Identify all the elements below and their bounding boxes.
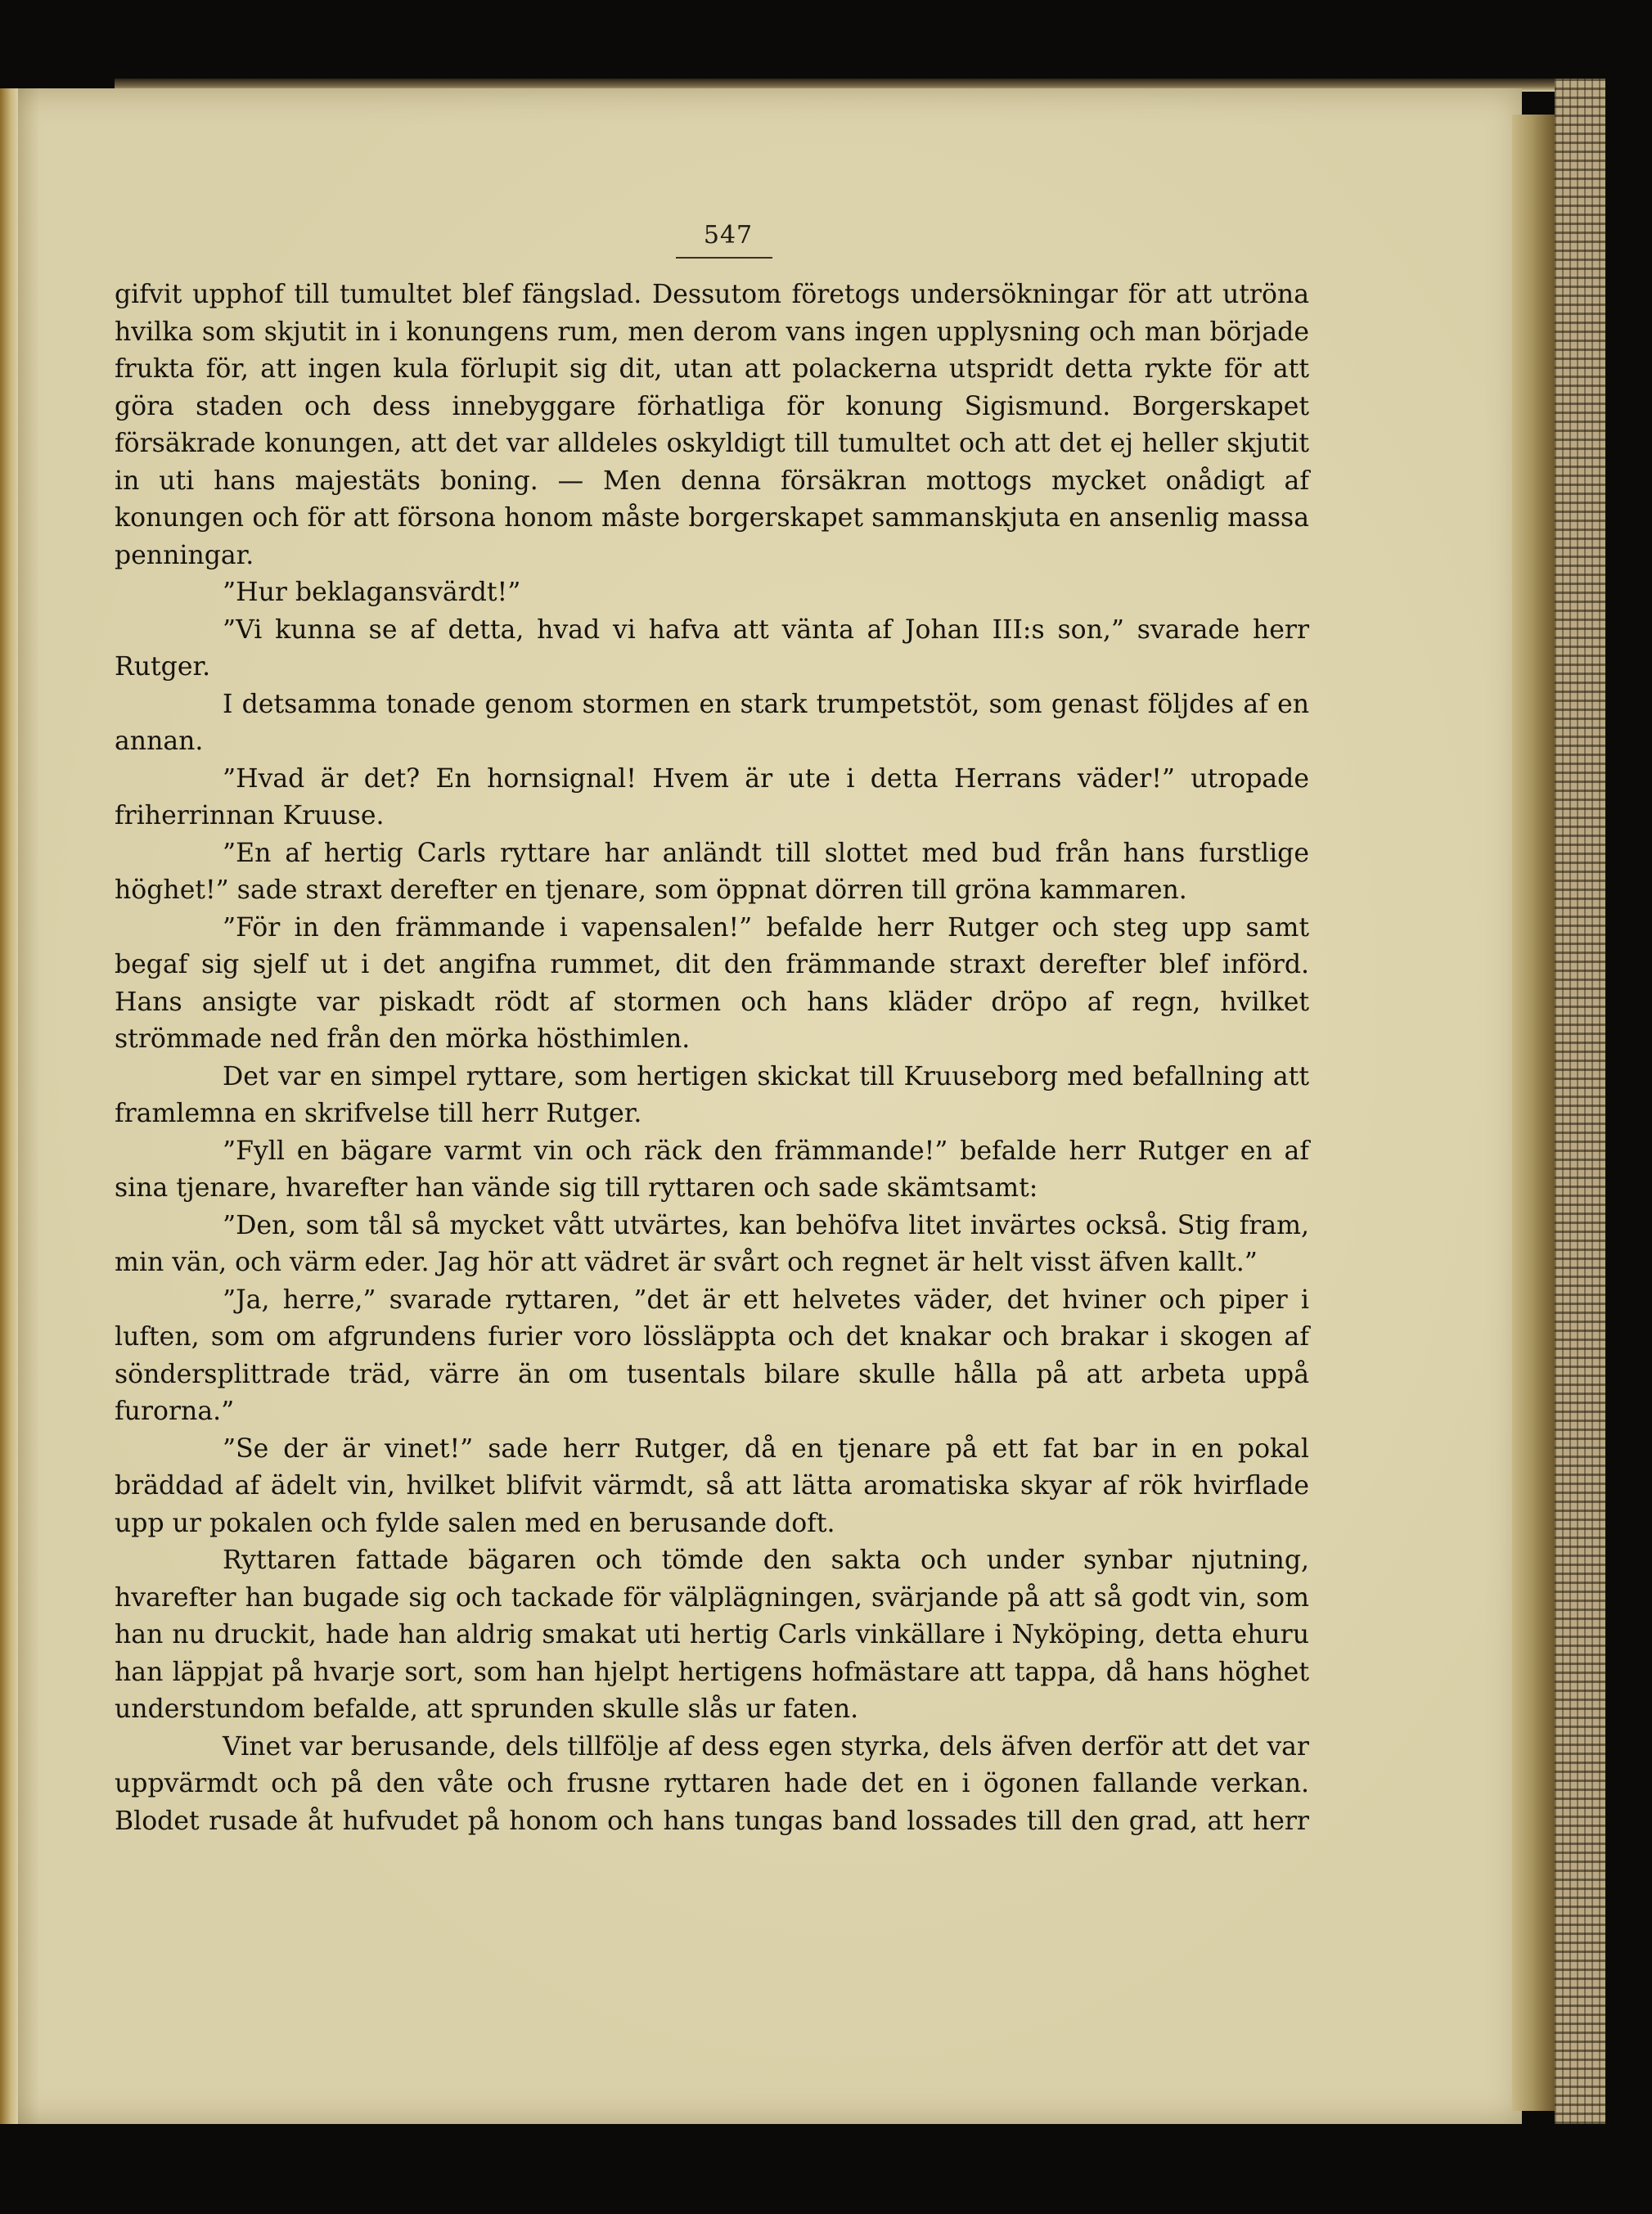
page-left-edge (0, 88, 18, 2124)
paragraph: Det var en simpel ryttare, som hertigen skickat till Kruuseborg med befallning att framlemna en skrifvelse till herr Rutger. (115, 1061, 1309, 1128)
paragraph: ”Hvad är det? En hornsignal! Hvem är ute i detta Herrans väder!” utropade friherrinnan Kruuse. (115, 763, 1309, 830)
paragraph: ”Fyll en bägare varmt vin och räck den främmande!” befalde herr Rutger en af sina tjenare, hvarefter han vände sig till ryttaren och sade skämtsamt: (115, 1136, 1309, 1203)
paragraph: ”Ja, herre,” svarade ryttaren, ”det är ett helvetes väder, det hviner och piper i luften, som om afgrundens furier voro lössläppta och det knakar och brakar i skogen af söndersplittrade träd, värre än om tusentals bilare skulle hålla på att arbeta uppå furorna.” (115, 1285, 1309, 1426)
paragraph: ”För in den främmande i vapensalen!” befalde herr Rutger och steg upp samt begaf sig sjelf ut i det angifna rummet, dit den främmande straxt derefter blef införd. Hans ansigte var piskadt rödt af stormen och hans kläder dröpo af regn, hvilket strömmade ned från den mörka hösthimlen. (115, 912, 1309, 1054)
book-cover-edge (1555, 79, 1605, 2124)
paragraph: ”En af hertig Carls ryttare har anländt till slottet med bud från hans furstlige höghet!” sade straxt derefter en tjenare, som öppnat dörren till gröna kammaren. (115, 838, 1309, 905)
book-gutter (1512, 115, 1561, 2111)
paragraph: gifvit upphof till tumultet blef fängslad. Dessutom företogs undersökningar för att utröna hvilka som skjutit in i konungens rum, men derom vans ingen upplysning och man började frukta för, att ingen kula förlupit sig dit, utan att polackerna utspridt detta rykte för att göra staden och dess innebyggare förhatliga för konung Sigismund. Borgerskapet försäkrade konungen, att det var alldeles oskyldigt till tumultet och att det ej heller skjutit in uti hans majestäts boning. — Men denna försäkran mottogs mycket onådigt af konungen och för att försona honom måste borgerskapet sammanskjuta en ansenlig massa penningar. (115, 280, 1309, 570)
paragraph: ”Den, som tål så mycket vått utvärtes, kan behöfva litet invärtes också. Stig fram, min vän, och värm eder. Jag hör att vädret är svårt och regnet är helt visst äfven kallt.” (115, 1210, 1309, 1277)
paragraph: Ryttaren fattade bägaren och tömde den sakta och under synbar njutning, hvarefter han bugade sig och tackade för välplägningen, svärjande på att så godt vin, som han nu druckit, hade han aldrig smakat uti hertig Carls vinkällare i Nyköping, detta ehuru han läppjat på hvarje sort, som han hjelpt hertigens hofmästare att tappa, då hans höghet understundom befalde, att sprunden skulle slås ur faten. (115, 1546, 1309, 1724)
paragraph: ”Vi kunna se af detta, hvad vi hafva att vänta af Johan III:s son,” svarade herr Rutger. (115, 614, 1309, 682)
paragraph: Vinet var berusande, dels tillfölje af dess egen styrka, dels äfven derför att det var uppvärmdt och på den våte och frusne ryttaren hade det en i ögonen fallande verkan. Blodet rusade åt hufvudet på honom och hans tungas band lossades till den grad, att herr (115, 1731, 1309, 1836)
page-number: 547 (703, 221, 754, 250)
page-number-rule (676, 257, 772, 259)
paragraph: ”Hur beklagansvärdt!” (223, 578, 521, 607)
paragraph: ”Se der är vinet!” sade herr Rutger, då en tjenare på ett fat bar in en pokal bräddad af ädelt vin, hvilket blifvit värmdt, så att lätta aromatiska skyar af rök hvirflade upp ur pokalen och fylde salen med en berusande doft. (115, 1433, 1309, 1538)
body-text (115, 277, 1309, 1840)
paragraph: I detsamma tonade genom stormen en stark trumpetstöt, som genast följdes af en annan. (115, 689, 1309, 756)
